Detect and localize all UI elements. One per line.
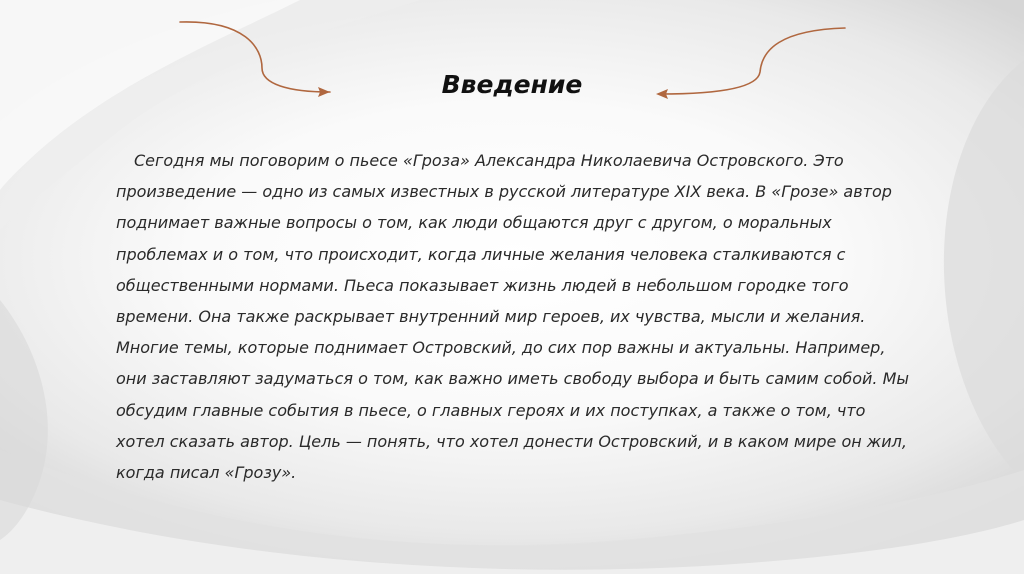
slide-title: Введение: [441, 70, 583, 99]
intro-paragraph: Сегодня мы поговорим о пьесе «Гроза» Александра Николаевича Островского. Это произведение — одно из самых известных в русской литературе XIX века. В «Грозе» автор поднимает важные вопросы о том, как люди общаются друг с другом, о моральных проблемах и о том, что происходит, когда личные желания человека сталкиваются с общественными нормами. Пьеса показывает жизнь людей в небольшом городке того времени. Она также раскрывает внутренний мир героев, их чувства, мысли и желания. Многие темы, которые поднимает Островский, до сих пор важны и актуальны. Например, они заставляют задуматься о том, как важно иметь свободу выбора и быть самим собой. Мы обсудим главные события в пьесе, о главных героях и их поступках, а также о том, что хотел сказать автор. Цель — понять, что хотел донести Островский, и в каком мире он жил, когда писал «Грозу».: [116, 151, 910, 483]
